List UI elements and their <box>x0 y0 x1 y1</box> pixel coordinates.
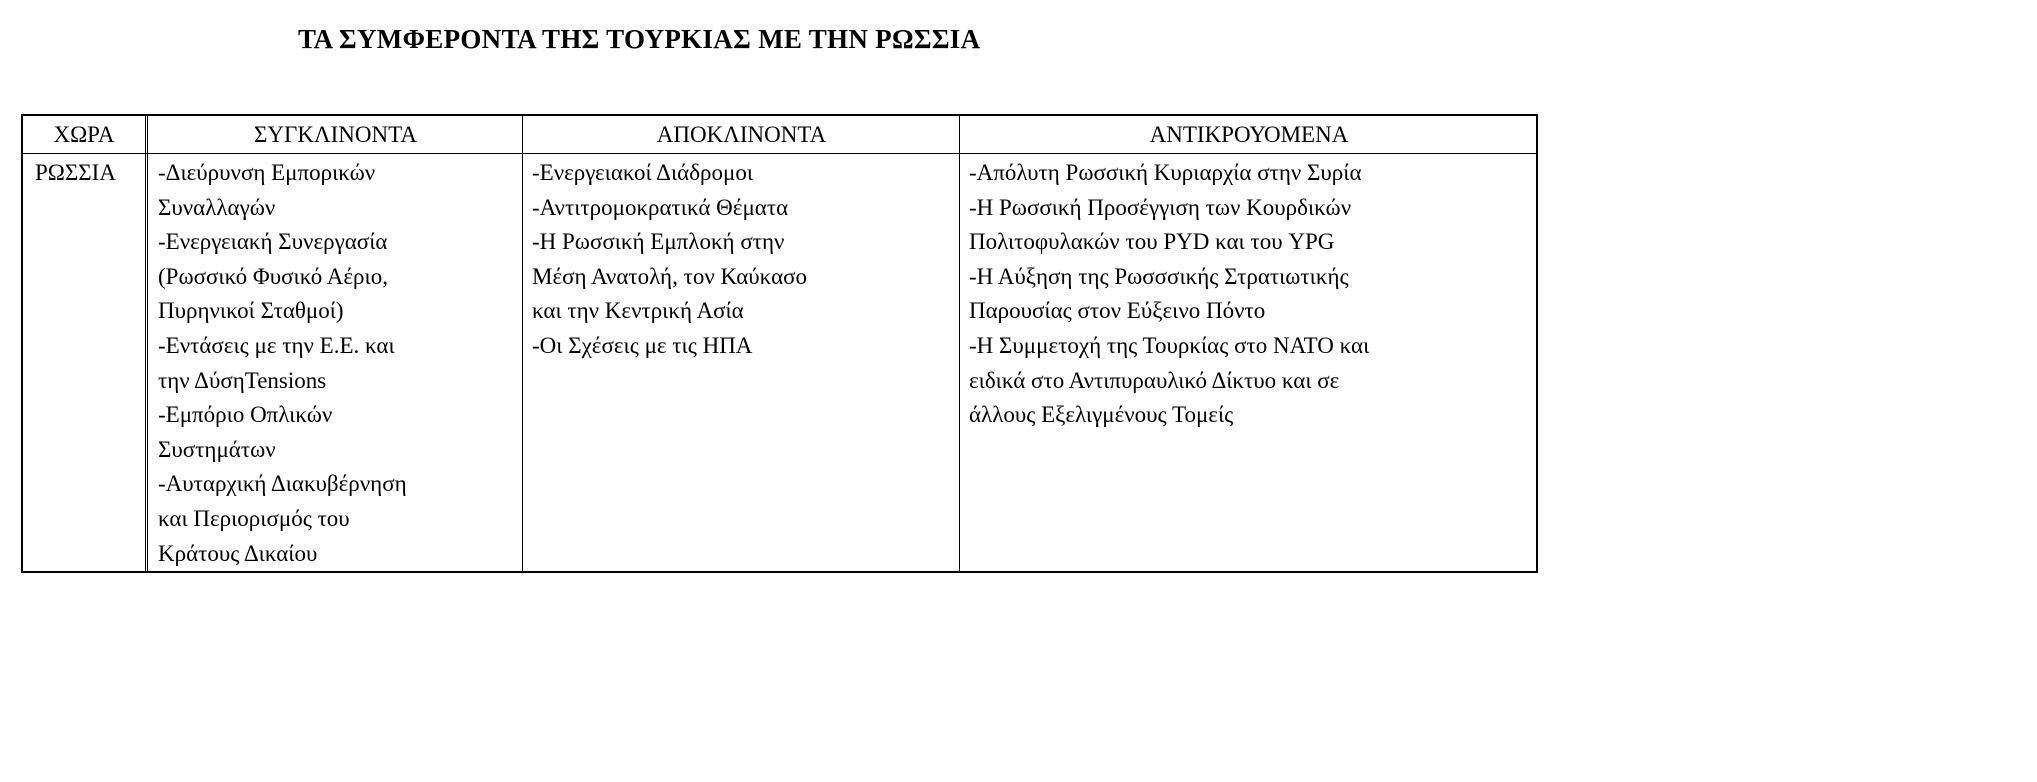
header-diverging: ΑΠΟΚΛΙΝΟΝΤΑ <box>656 122 827 147</box>
conflicting-line: Πολιτοφυλακών του PYD και του YPG <box>969 229 1335 255</box>
header-divider <box>23 153 1536 154</box>
diverging-line: -Οι Σχέσεις με τις ΗΠΑ <box>532 332 753 358</box>
converging-line: -Ενεργειακή Συνεργασία <box>158 229 388 255</box>
column-divider-converging <box>522 116 523 571</box>
diverging-cell <box>532 156 807 364</box>
converging-line: -Αυταρχική Διακυβέρνηση <box>158 471 407 497</box>
column-divider-country <box>145 116 148 571</box>
interests-table <box>21 114 1538 573</box>
header-conflicting: ΑΝΤΙΚΡΟΥΟΜΕΝΑ <box>1149 122 1349 147</box>
conflicting-line: άλλους Εξελιγμένους Τομείς <box>969 402 1234 428</box>
country-cell <box>35 156 116 191</box>
converging-line: Συστημάτων <box>158 436 276 462</box>
conflicting-line: -Η Ρωσσική Προσέγγιση των Κουρδικών <box>969 194 1352 220</box>
conflicting-cell <box>969 156 1369 433</box>
converging-line: Πυρηνικοί Σταθμοί) <box>158 298 344 324</box>
converging-line: -Εντάσεις με την Ε.Ε. και <box>158 332 395 358</box>
converging-line: και Περιορισμός του <box>158 505 350 531</box>
country-name: ΡΩΣΣΙΑ <box>35 160 116 185</box>
conflicting-line: -Απόλυτη Ρωσσική Κυριαρχία στην Συρία <box>969 160 1362 185</box>
converging-line: Συναλλαγών <box>158 194 276 220</box>
diverging-line: και την Κεντρική Ασία <box>532 298 744 324</box>
diverging-line: -Η Ρωσσική Εμπλοκή στην <box>532 229 785 255</box>
header-converging: ΣΥΓΚΛΙΝΟΝΤΑ <box>254 122 417 147</box>
converging-line: την ΔύσηTensions <box>158 367 327 393</box>
converging-cell <box>158 156 407 571</box>
document-title: ΤΑ ΣΥΜΦΕΡΟΝΤΑ ΤΗΣ ΤΟΥΡΚΙΑΣ ΜΕ ΤΗΝ ΡΩΣΣΙΑ <box>298 24 981 54</box>
converging-line: Κράτους Δικαίου <box>158 540 318 566</box>
diverging-line: -Ενεργειακοί Διάδρομοι <box>532 160 754 185</box>
conflicting-line: -Η Συμμετοχή της Τουρκίας στο ΝΑΤΟ και <box>969 332 1370 358</box>
diverging-line: -Αντιτρομοκρατικά Θέματα <box>532 194 789 220</box>
diverging-line: Μέση Ανατολή, τον Καύκασο <box>532 263 808 289</box>
conflicting-line: ειδικά στο Αντιπυραυλικό Δίκτυο και σε <box>969 367 1340 393</box>
converging-line: (Ρωσσικό Φυσικό Αέριο, <box>158 263 388 289</box>
header-country: ΧΩΡΑ <box>53 122 115 147</box>
converging-line: -Διεύρυνση Εμπορικών <box>158 160 376 185</box>
conflicting-line: Παρουσίας στον Εύξεινο Πόντο <box>969 298 1266 324</box>
conflicting-line: -Η Αύξηση της Ρωσσσικής Στρατιωτικής <box>969 263 1349 289</box>
column-divider-diverging <box>959 116 960 571</box>
converging-line: -Εμπόριο Οπλικών <box>158 402 333 428</box>
